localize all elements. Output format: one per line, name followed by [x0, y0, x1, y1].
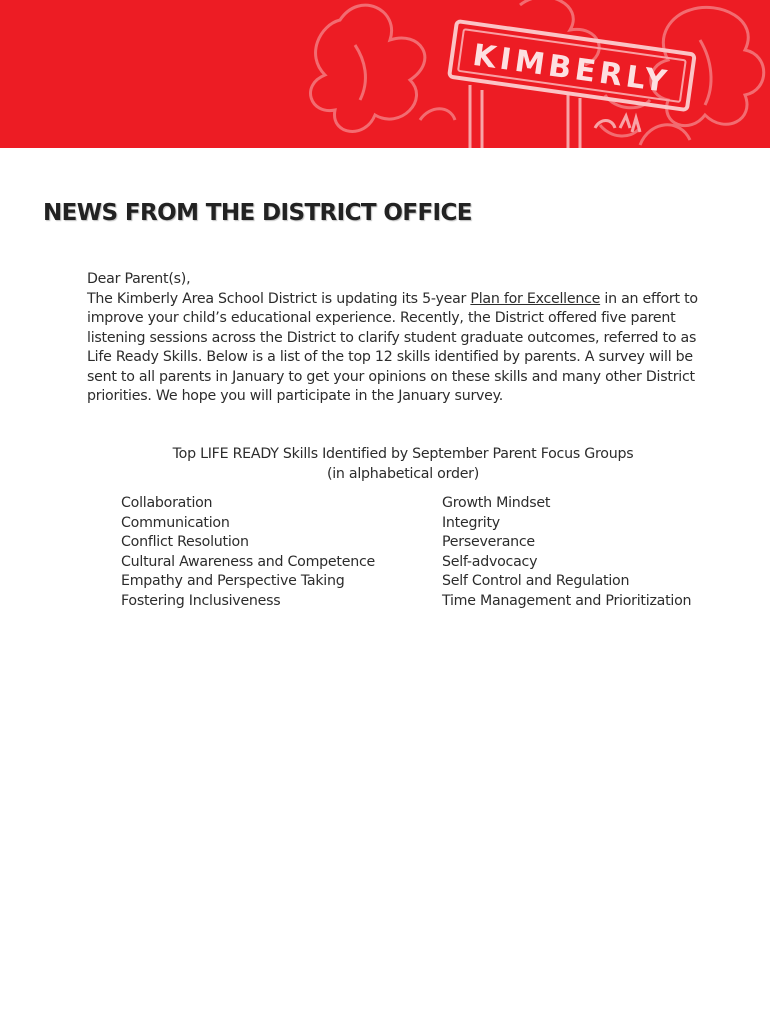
list-item: Cultural Awareness and Competence [121, 553, 375, 570]
list-item: Collaboration [121, 495, 213, 511]
skills-list-left [121, 494, 375, 611]
list-item: Communication [121, 514, 230, 531]
banner-artwork [0, 0, 770, 148]
list-item: Perseverance [442, 534, 535, 550]
list-item: Conflict Resolution [121, 534, 249, 550]
letter-body [87, 270, 717, 407]
page-title: NEWS FROM THE DISTRICT OFFICE [43, 200, 472, 226]
school-pillars-icon [470, 85, 640, 148]
letter-greeting: Dear Parent(s), [87, 271, 191, 287]
kimberly-logo [449, 21, 694, 110]
skills-heading-title: Top LIFE READY Skills Identified by September Parent Focus Groups [172, 446, 634, 462]
list-item: Empathy and Perspective Taking [121, 573, 345, 589]
svg-text:KIMBERLY: KIMBERLY [470, 37, 673, 101]
letter-paragraph [87, 290, 717, 407]
list-item: Growth Mindset [442, 495, 551, 511]
plan-for-excellence-link[interactable]: Plan for Excellence [470, 290, 601, 307]
letter-text-start: The Kimberly Area School District is updating its 5-year [87, 290, 471, 307]
header-banner [0, 0, 770, 148]
list-item: Time Management and Prioritization [442, 592, 692, 609]
letter-text-end: in an effort to improve your child’s educational experience. Recently, the District offered five parent listening sessions across the District to clarify student graduate outcomes, referred to as Life Ready Skills. Below is a list of the top 12 skills identified by parents. A survey will be sent to all parents in January to get your opinions on these skills and many other District priorities. We hope you will participate in the January survey. [87, 290, 698, 404]
list-item: Integrity [442, 514, 500, 531]
skills-heading-subtitle: (in alphabetical order) [326, 465, 480, 482]
skills-heading [0, 445, 770, 484]
list-item: Fostering Inclusiveness [121, 592, 281, 609]
skills-list-right [442, 494, 691, 611]
list-item: Self-advocacy [442, 553, 538, 570]
list-item: Self Control and Regulation [442, 573, 630, 589]
